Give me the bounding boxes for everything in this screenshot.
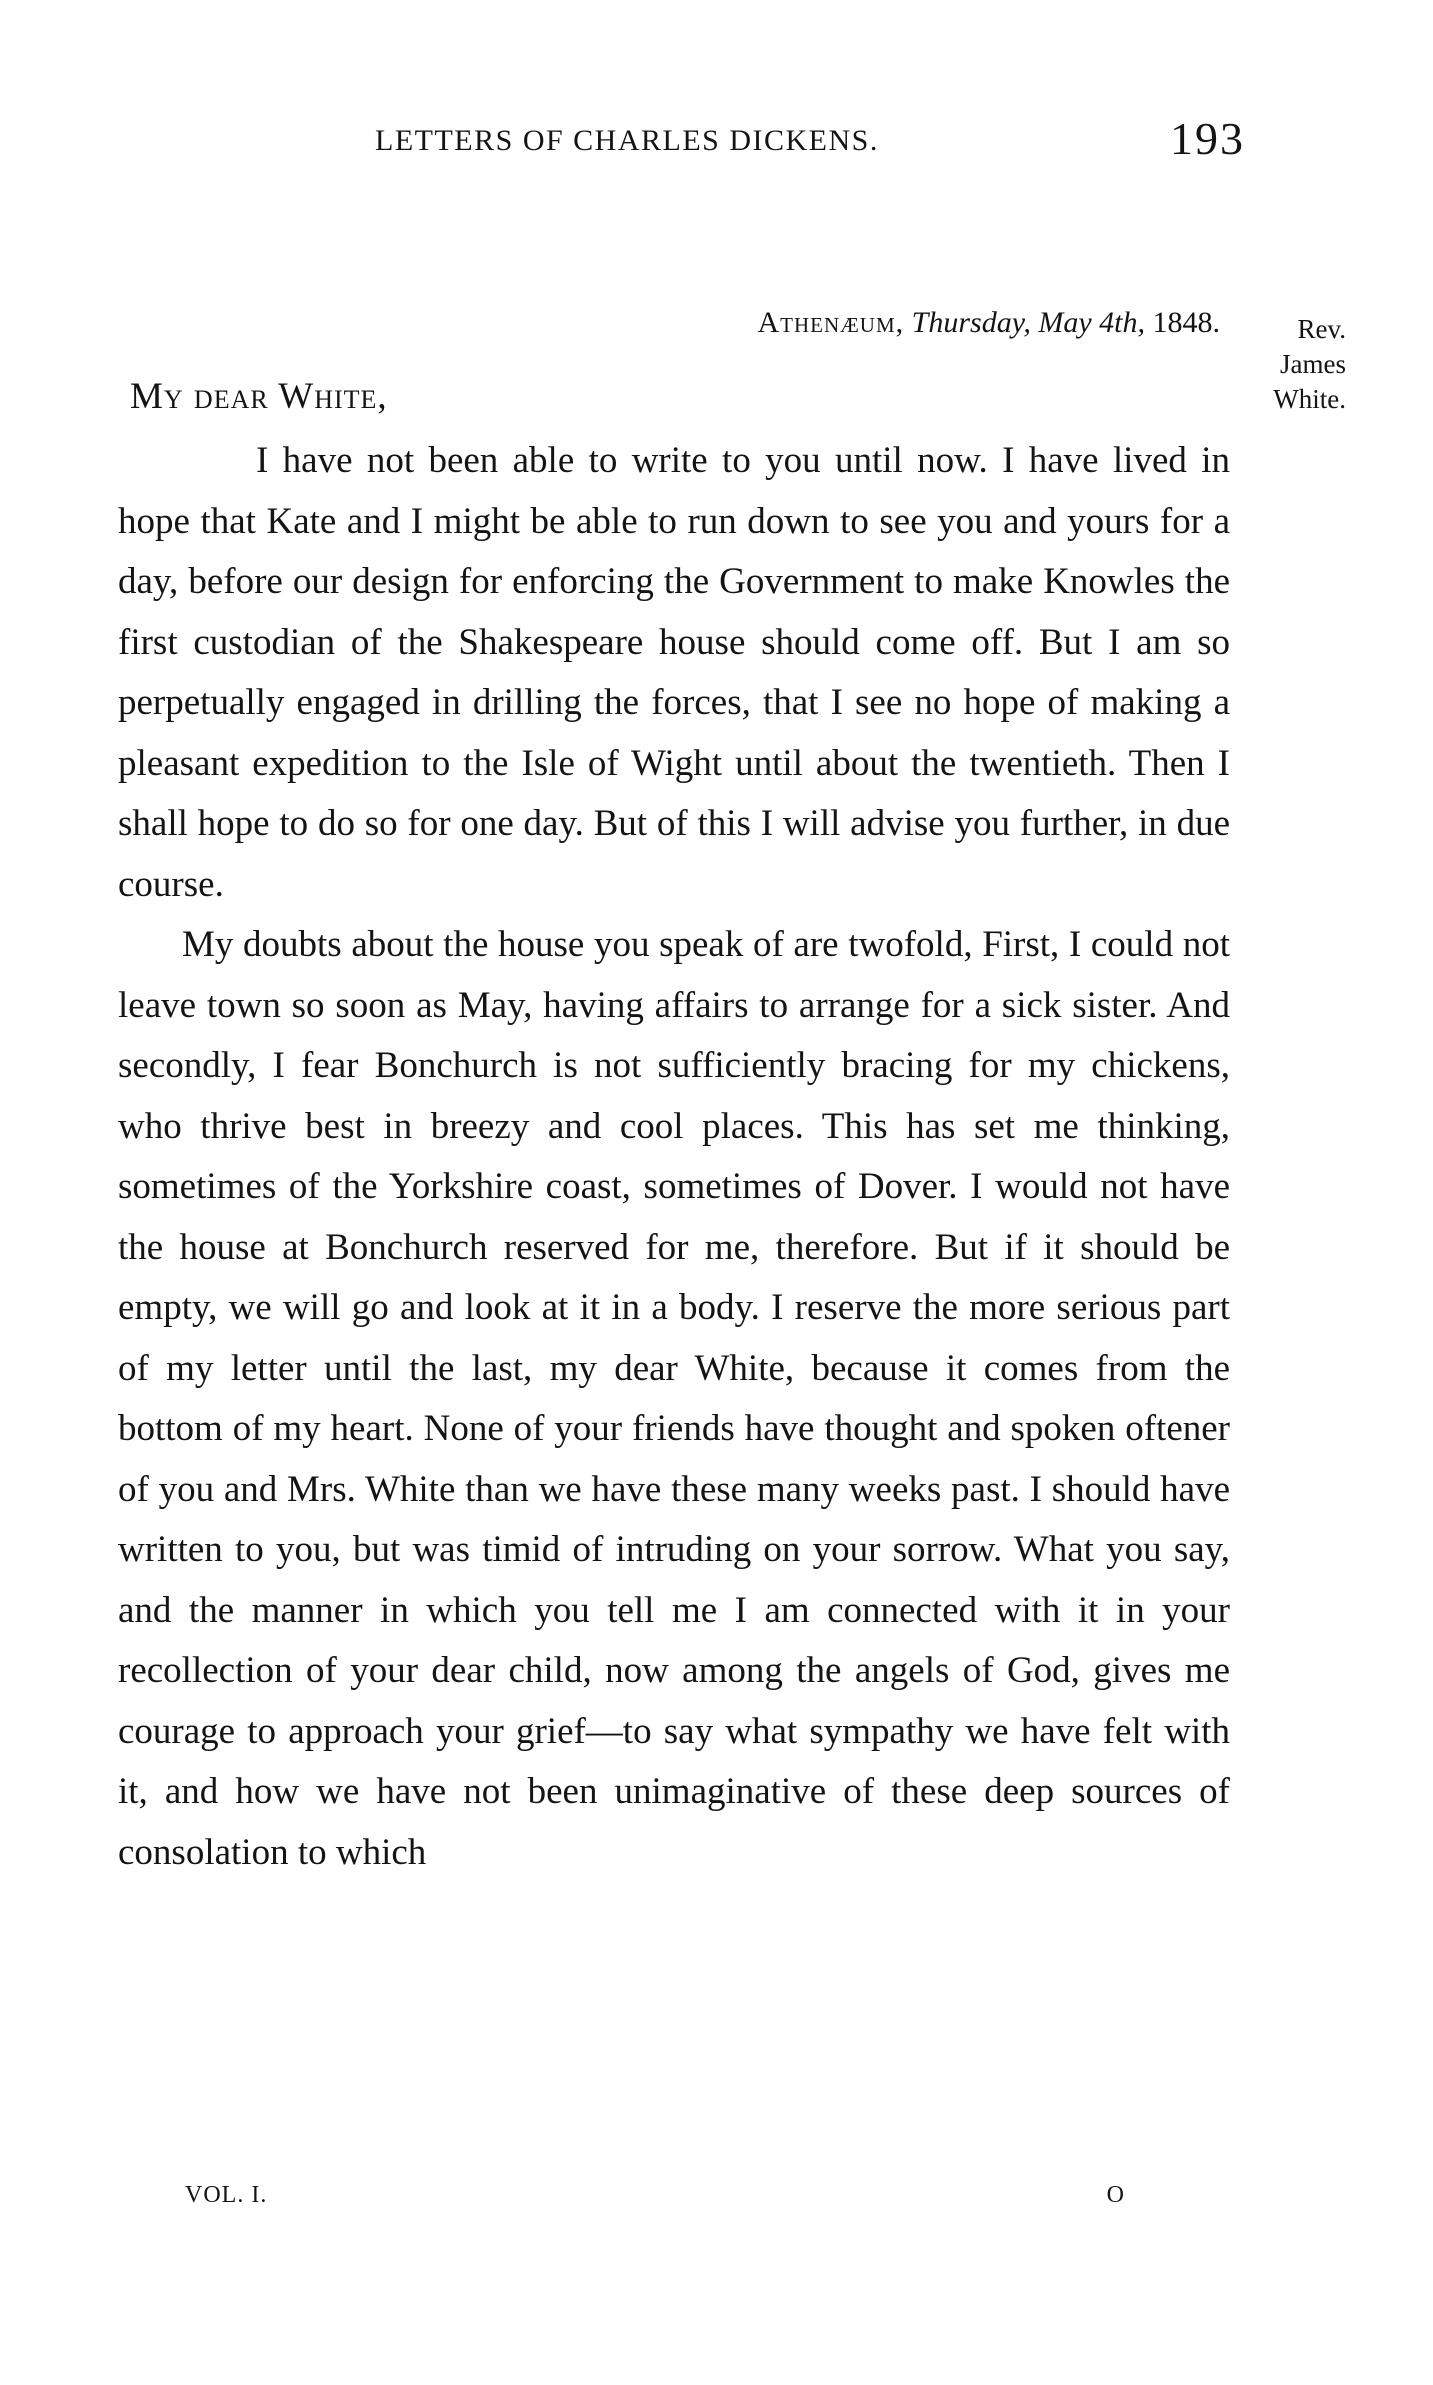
dateline-place: Athenæum, [757,306,905,339]
margin-note-line: White. [1273,384,1346,414]
letter-body [118,431,1230,1883]
footer-signature-mark: O [1106,2182,1125,2208]
margin-note-recipient [1246,312,1346,417]
margin-note-line: James [1280,349,1346,379]
running-title: LETTERS OF CHARLES DICKENS. [375,124,879,157]
dateline-year: 1848. [1152,306,1220,339]
letter-salutation: My dear White, [130,376,388,417]
dateline-date: Thursday, May 4th, [911,306,1145,339]
body-paragraph: My doubts about the house you speak of are twofold, First, I could not leave town so soon as May, having affairs to arrange for a sick sister. And secondly, I fear Bonchurch is not sufficiently bracing for my chickens, who thrive best in breezy and cool places. This has set me thinking, sometimes of the Yorkshire coast, sometimes of Dover. I would not have the house at Bonchurch reserved for me, therefore. But if it should be empty, we will go and look at it in a body. I reserve the more serious part of my letter until the last, my dear White, because it comes from the bottom of my heart. None of your friends have thought and spoken oftener of you and Mrs. White than we have these many weeks past. I should have written to you, but was timid of intruding on your sorrow. What you say, and the manner in which you tell me I am connected with it in your recollection of your dear child, now among the angels of God, gives me courage to approach your grief—to say what sympathy we have felt with it, and how we have not been unimaginative of these deep sources of consolation to which [118,924,1230,1873]
margin-note-line: Rev. [1297,314,1346,344]
footer-volume: VOL. I. [185,2182,268,2208]
running-head [120,112,1245,172]
page-number: 193 [1170,113,1245,164]
page-footer [185,2182,1125,2222]
body-paragraph: I have not been able to write to you until now. I have lived in hope that Kate and I might be able to run down to see you and yours for a day, before our design for enforcing the Government to make Knowles the first custodian of the Shakespeare house should come off. But I am so perpetually engaged in drilling the forces, that I see no hope of making a pleasant expedition to the Isle of Wight until about the twentieth. Then I shall hope to do so for one day. But of this I will advise you further, in due course. [118,440,1230,905]
letter-dateline [520,306,1220,340]
